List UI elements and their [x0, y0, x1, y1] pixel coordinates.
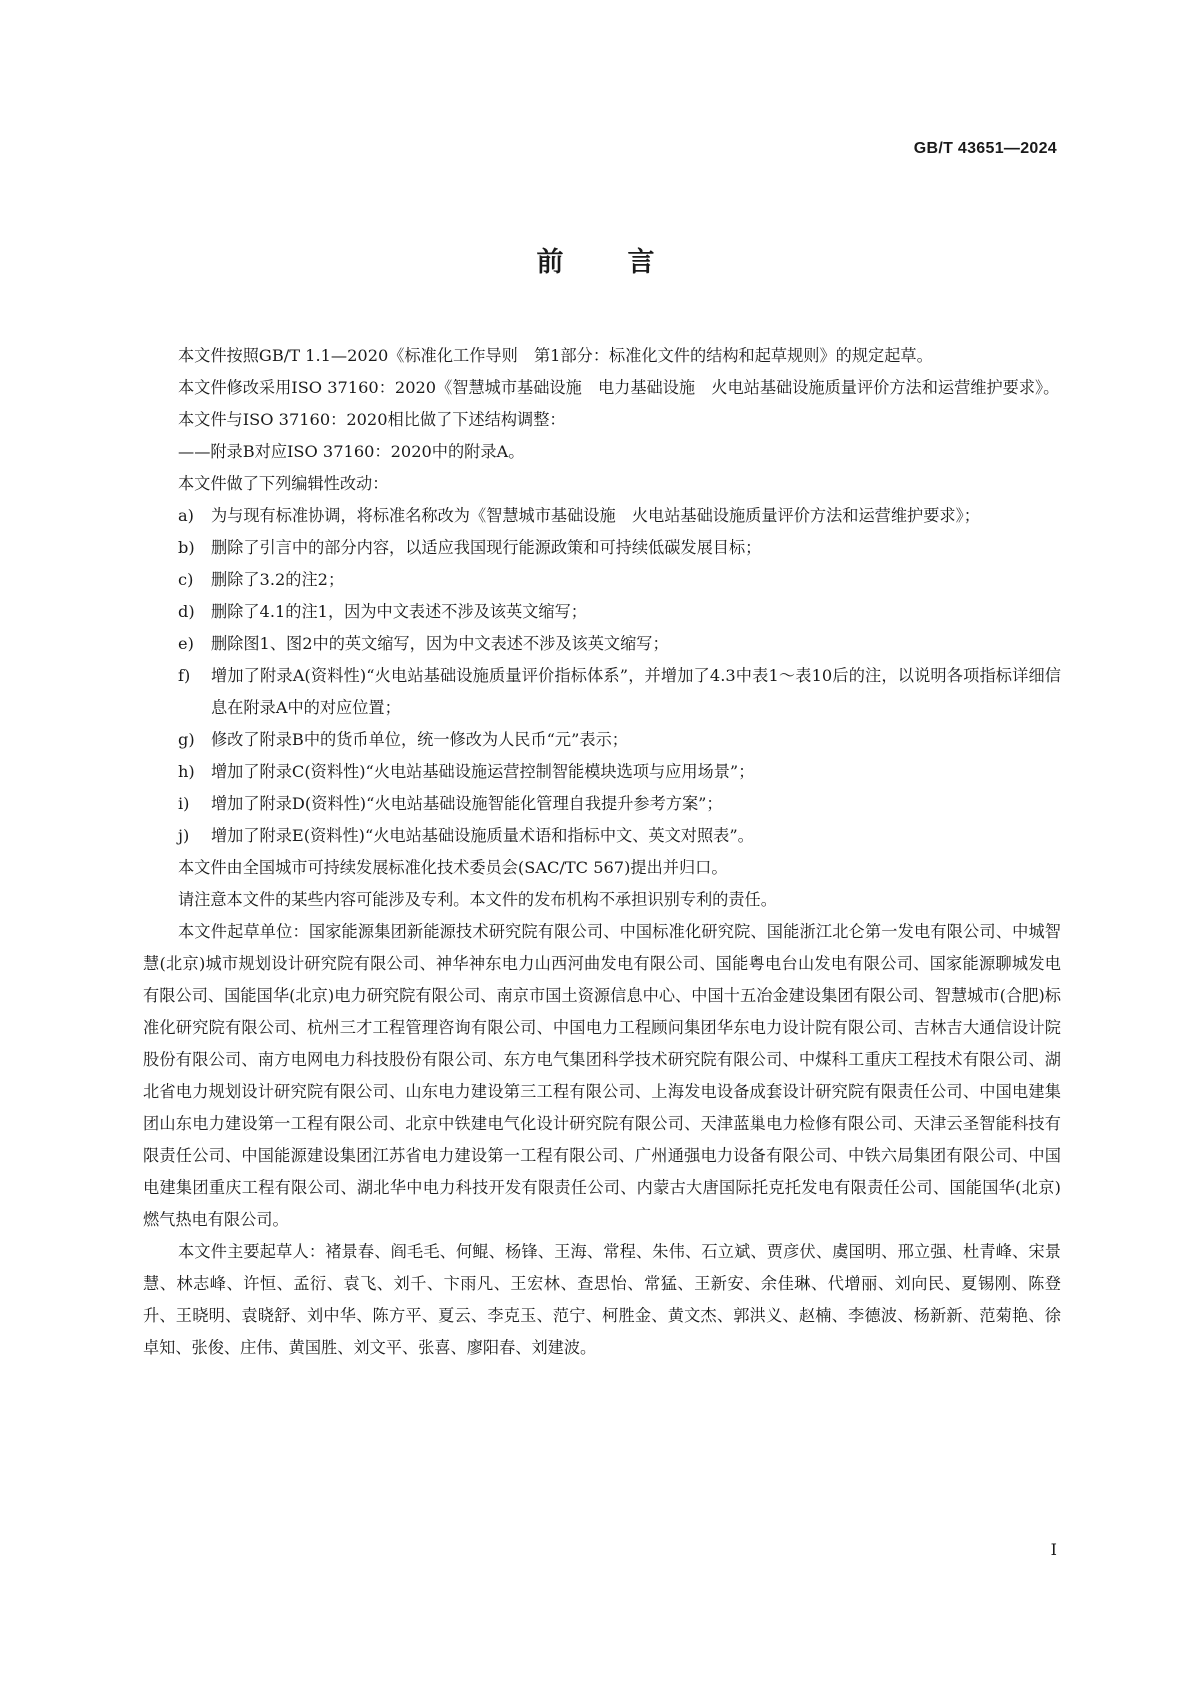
- list-item: [143, 820, 1061, 852]
- paragraph-proposer: 本文件由全国城市可持续发展标准化技术委员会(SAC/TC 567)提出并归口。: [178, 858, 728, 877]
- list-item-label: b): [178, 538, 195, 557]
- page-title: 前言: [536, 247, 719, 278]
- list-item-label: j): [178, 826, 190, 845]
- list-item-label: d): [178, 602, 195, 621]
- foreword-body: [143, 340, 1061, 1364]
- list-item: [143, 628, 1061, 660]
- list-item-text: 增加了附录E(资料性)“火电站基础设施质量术语和指标中文、英文对照表”。: [211, 826, 754, 845]
- list-item-label: i): [178, 794, 190, 813]
- page-number: I: [1050, 1540, 1057, 1559]
- list-item-text: 增加了附录A(资料性)“火电站基础设施质量评价指标体系”，并增加了4.3中表1～表10后的注，以说明各项指标详细信息在附录A中的对应位置；: [211, 666, 1061, 717]
- list-item-label: a): [178, 506, 194, 525]
- paragraph-annex-mapping: ——附录B对应ISO 37160：2020中的附录A。: [178, 442, 525, 461]
- list-item-text: 删除图1、图2中的英文缩写，因为中文表述不涉及该英文缩写；: [211, 634, 669, 653]
- list-item-text: 删除了3.2的注2；: [211, 570, 345, 589]
- list-item: [143, 756, 1061, 788]
- list-item-text: 删除了引言中的部分内容，以适应我国现行能源政策和可持续低碳发展目标；: [211, 538, 762, 557]
- editorial-change-list: [143, 500, 1061, 852]
- list-item: [143, 724, 1061, 756]
- list-item-text: 增加了附录D(资料性)“火电站基础设施智能化管理自我提升参考方案”；: [211, 794, 723, 813]
- list-item-text: 删除了4.1的注1，因为中文表述不涉及该英文缩写；: [211, 602, 587, 621]
- paragraph-drafting-organizations: 本文件起草单位：国家能源集团新能源技术研究院有限公司、中国标准化研究院、国能浙江北仑第一发电有限公司、中城智慧(北京)城市规划设计研究院有限公司、神华神东电力山西河曲发电有限公司、国能粤电台山发电有限公司、国家能源聊城发电有限公司、国能国华(北京)电力研究院有限公司、南京市国土资源信息中心、中国十五冶金建设集团有限公司、智慧城市(合肥)标准化研究院有限公司、杭州三才工程管理咨询有限公司、中国电力工程顾问集团华东电力设计院有限公司、吉林吉大通信设计院股份有限公司、南方电网电力科技股份有限公司、东方电气集团科学技术研究院有限公司、中煤科工重庆工程技术有限公司、湖北省电力规划设计研究院有限公司、山东电力建设第三工程有限公司、上海发电设备成套设计研究院有限责任公司、中国电建集团山东电力建设第一工程有限公司、北京中铁建电气化设计研究院有限公司、天津蓝巢电力检修有限公司、天津云圣智能科技有限责任公司、中国能源建设集团江苏省电力建设第一工程有限公司、广州通强电力设备有限公司、中铁六局集团有限公司、中国电建集团重庆工程有限公司、湖北华中电力科技开发有限责任公司、内蒙古大唐国际托克托发电有限责任公司、国能国华(北京)燃气热电有限公司。: [143, 922, 1061, 1229]
- list-item: [143, 660, 1061, 724]
- paragraph-adoption: 本文件修改采用ISO 37160：2020《智慧城市基础设施 电力基础设施 火电站基础设施质量评价方法和运营维护要求》。: [178, 378, 1060, 397]
- list-item: [143, 788, 1061, 820]
- list-item-text: 为与现有标准协调，将标准名称改为《智慧城市基础设施 火电站基础设施质量评价方法和运营维护要求》；: [211, 506, 980, 525]
- list-item-label: c): [178, 570, 194, 589]
- list-item-label: h): [178, 762, 195, 781]
- list-item: [143, 532, 1061, 564]
- paragraph-structure-changes: 本文件与ISO 37160：2020相比做了下述结构调整：: [178, 410, 566, 429]
- standard-code: GB/T 43651—2024: [913, 140, 1057, 157]
- list-item: [143, 500, 1061, 532]
- list-item-text: 增加了附录C(资料性)“火电站基础设施运营控制智能模块选项与应用场景”；: [211, 762, 755, 781]
- list-item-label: f): [178, 666, 191, 685]
- list-item-label: g): [178, 730, 195, 749]
- list-item-text: 修改了附录B中的货币单位，统一修改为人民币“元”表示；: [211, 730, 628, 749]
- paragraph-drafting-rules: 本文件按照GB/T 1.1—2020《标准化工作导则 第1部分：标准化文件的结构和起草规则》的规定起草。: [178, 346, 933, 365]
- list-item: [143, 564, 1061, 596]
- paragraph-drafters: 本文件主要起草人：褚景春、阎毛毛、何鲲、杨锋、王海、常程、朱伟、石立斌、贾彦伏、虞国明、邢立强、杜青峰、宋景慧、林志峰、许恒、孟衍、袁飞、刘千、卞雨凡、王宏林、查思怡、常猛、王新安、余佳琳、代增丽、刘向民、夏锡刚、陈登升、王晓明、袁晓舒、刘中华、陈方平、夏云、李克玉、范宁、柯胜金、黄文杰、郭洪义、赵楠、李德波、杨新新、范菊艳、徐卓知、张俊、庄伟、黄国胜、刘文平、张喜、廖阳春、刘建波。: [143, 1242, 1061, 1357]
- list-item: [143, 596, 1061, 628]
- list-item-label: e): [178, 634, 194, 653]
- paragraph-patent-notice: 请注意本文件的某些内容可能涉及专利。本文件的发布机构不承担识别专利的责任。: [178, 890, 777, 909]
- paragraph-editorial-changes: 本文件做了下列编辑性改动：: [178, 474, 389, 493]
